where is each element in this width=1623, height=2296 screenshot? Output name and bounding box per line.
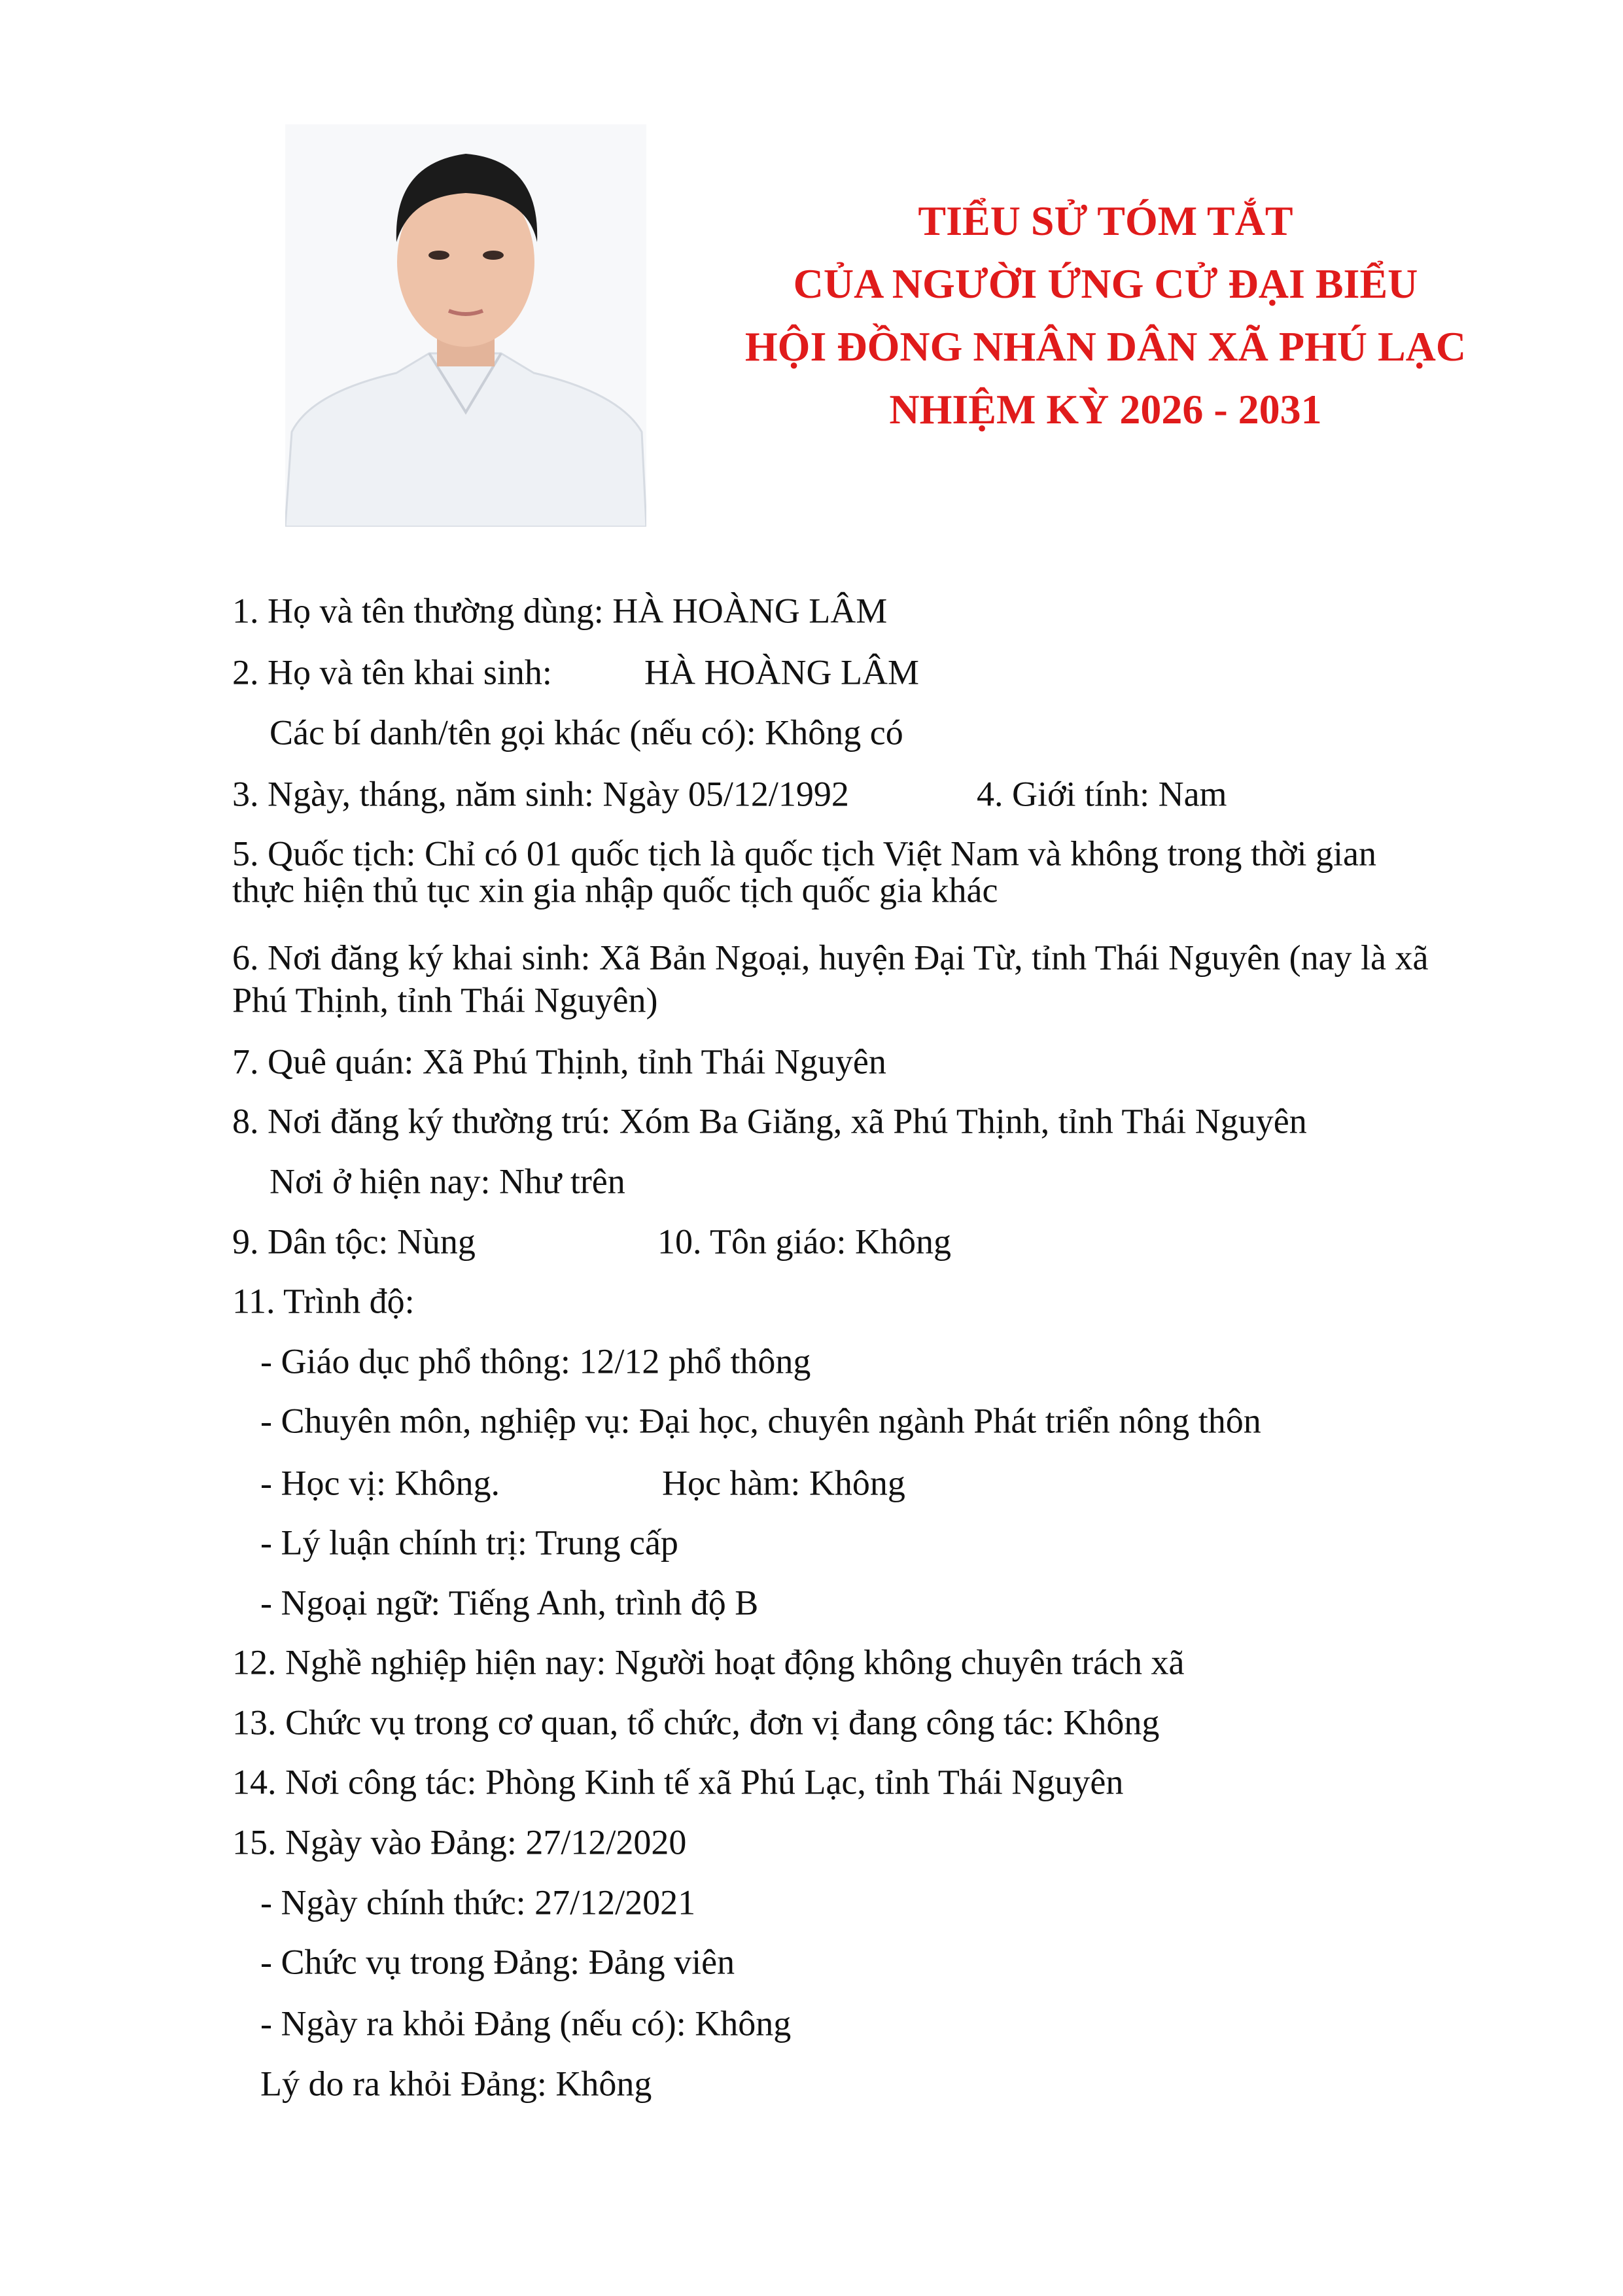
party-admission-date: 15. Ngày vào Đảng: 27/12/2020 <box>232 1822 687 1862</box>
birth-registration-line-2: Phú Thịnh, tỉnh Thái Nguyên) <box>232 980 658 1020</box>
person-icon <box>285 124 646 527</box>
academic-degree: - Học vị: Không. <box>260 1463 500 1503</box>
date-of-birth: 3. Ngày, tháng, năm sinh: Ngày 05/12/1992 <box>232 774 849 814</box>
party-position: - Chức vụ trong Đảng: Đảng viên <box>260 1942 735 1982</box>
professional-training: - Chuyên môn, nghiệp vụ: Đại học, chuyên ngành Phát triển nông thôn <box>260 1401 1261 1441</box>
title-line-2: CỦA NGƯỜI ỨNG CỬ ĐẠI BIỂU <box>793 260 1418 307</box>
official-membership-date: - Ngày chính thức: 27/12/2021 <box>260 1882 696 1922</box>
birth-registration-line-1: 6. Nơi đăng ký khai sinh: Xã Bản Ngoại, huyện Đại Từ, tỉnh Thái Nguyên (nay là xã <box>232 938 1429 978</box>
religion: 10. Tôn giáo: Không <box>657 1222 951 1262</box>
nationality-line-1: 5. Quốc tịch: Chỉ có 01 quốc tịch là quốc tịch Việt Nam và không trong thời gian <box>232 834 1376 874</box>
gender: 4. Giới tính: Nam <box>977 774 1227 814</box>
general-education: - Giáo dục phổ thông: 12/12 phổ thông <box>260 1341 811 1381</box>
permanent-residence: 8. Nơi đăng ký thường trú: Xóm Ba Giăng, xã Phú Thịnh, tỉnh Thái Nguyên <box>232 1101 1307 1141</box>
common-name: 1. Họ và tên thường dùng: HÀ HOÀNG LÂM <box>232 591 888 631</box>
ethnicity: 9. Dân tộc: Nùng <box>232 1222 476 1262</box>
nationality-line-2: thực hiện thủ tục xin gia nhập quốc tịch quốc gia khác <box>232 870 998 910</box>
birth-name-value: HÀ HOÀNG LÂM <box>644 652 919 692</box>
hometown: 7. Quê quán: Xã Phú Thịnh, tỉnh Thái Nguyên <box>232 1042 886 1082</box>
foreign-language: - Ngoại ngữ: Tiếng Anh, trình độ B <box>260 1583 759 1623</box>
political-theory: - Lý luận chính trị: Trung cấp <box>260 1523 678 1563</box>
current-occupation: 12. Nghề nghiệp hiện nay: Người hoạt động không chuyên trách xã <box>232 1642 1185 1682</box>
qualifications-heading: 11. Trình độ: <box>232 1281 415 1321</box>
title-line-3: HỘI ĐỒNG NHÂN DÂN XÃ PHÚ LẠC <box>744 323 1467 370</box>
academic-rank: Học hàm: Không <box>662 1463 905 1503</box>
portrait-photo <box>285 124 646 527</box>
party-exit-date: - Ngày ra khỏi Đảng (nếu có): Không <box>260 2004 792 2043</box>
title-line-4: NHIỆM KỲ 2026 - 2031 <box>889 386 1322 433</box>
title-line-1: TIỂU SỬ TÓM TẮT <box>918 198 1293 244</box>
current-residence: Nơi ở hiện nay: Như trên <box>270 1161 625 1201</box>
birth-name-label: 2. Họ và tên khai sinh: <box>232 652 552 692</box>
workplace: 14. Nơi công tác: Phòng Kinh tế xã Phú Lạc, tỉnh Thái Nguyên <box>232 1762 1124 1802</box>
document-title <box>680 190 1531 441</box>
aliases: Các bí danh/tên gọi khác (nếu có): Không có <box>270 713 903 752</box>
party-exit-reason: Lý do ra khỏi Đảng: Không <box>260 2064 652 2104</box>
current-position: 13. Chức vụ trong cơ quan, tổ chức, đơn vị đang công tác: Không <box>232 1703 1160 1742</box>
